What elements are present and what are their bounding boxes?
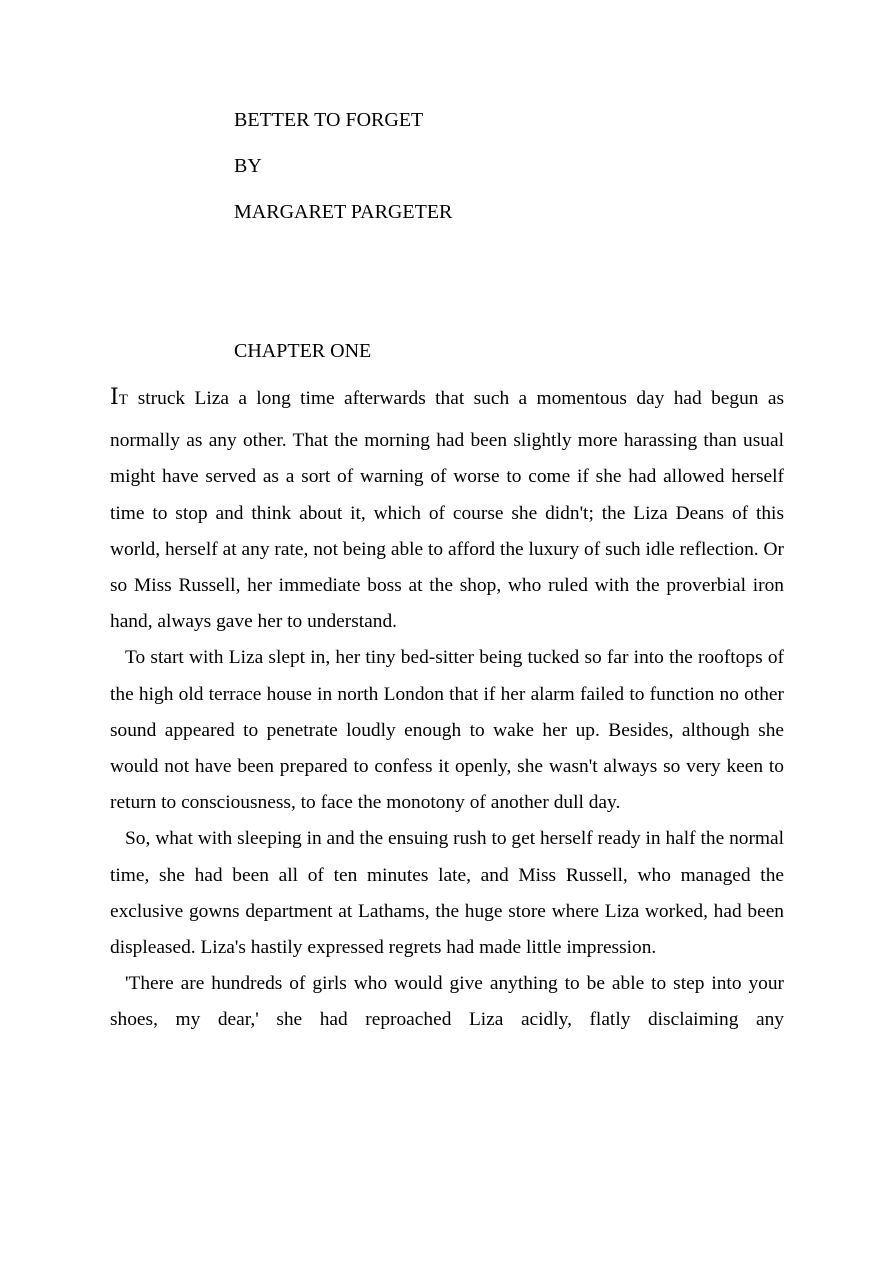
author-name: MARGARET PARGETER xyxy=(234,201,453,223)
opening-small-cap: T xyxy=(118,392,129,408)
opening-line xyxy=(110,380,784,418)
opening-cap-letter: I xyxy=(110,385,119,410)
paragraph-1: normally as any other. That the morning had been slightly more harassing than usual might have served as a sort of warning of worse to come if she had allowed herself time to stop and think about it, which of course she didn't; the Liza Deans of this world, herself at any rate, not being able to afford the luxury of such idle reflection. Or so Miss Russell, her immediate boss at the shop, who ruled with the proverbial iron hand, always gave her to understand. xyxy=(110,430,784,633)
paragraph-4: 'There are hundreds of girls who would give anything to be able to step into your shoes, my dear,' she had reproached Liza acidly, flatly disclaiming any xyxy=(110,973,784,1031)
opening-line-text: struck Liza a long time afterwards that such a momentous day had begun as xyxy=(128,388,784,409)
paragraph-2: To start with Liza slept in, her tiny bed-sitter being tucked so far into the rooftops of the high old terrace house in north London that if her alarm failed to function no other sound appeared to penetrate loudly enough to wake her up. Besides, although she would not have been prepared to confess it openly, she wasn't always so very keen to return to consciousness, to face the monotony of another dull day. xyxy=(110,647,784,814)
chapter-body xyxy=(110,380,784,1039)
chapter-heading: CHAPTER ONE xyxy=(234,340,372,362)
byline: BY xyxy=(234,155,262,177)
paragraph-3: So, what with sleeping in and the ensuing rush to get herself ready in half the normal time, she had been all of ten minutes late, and Miss Russell, who managed the exclusive gowns department at Lathams, the huge store where Liza worked, had been displeased. Liza's hastily expressed regrets had made little impression. xyxy=(110,828,784,959)
book-title: BETTER TO FORGET xyxy=(234,109,424,131)
